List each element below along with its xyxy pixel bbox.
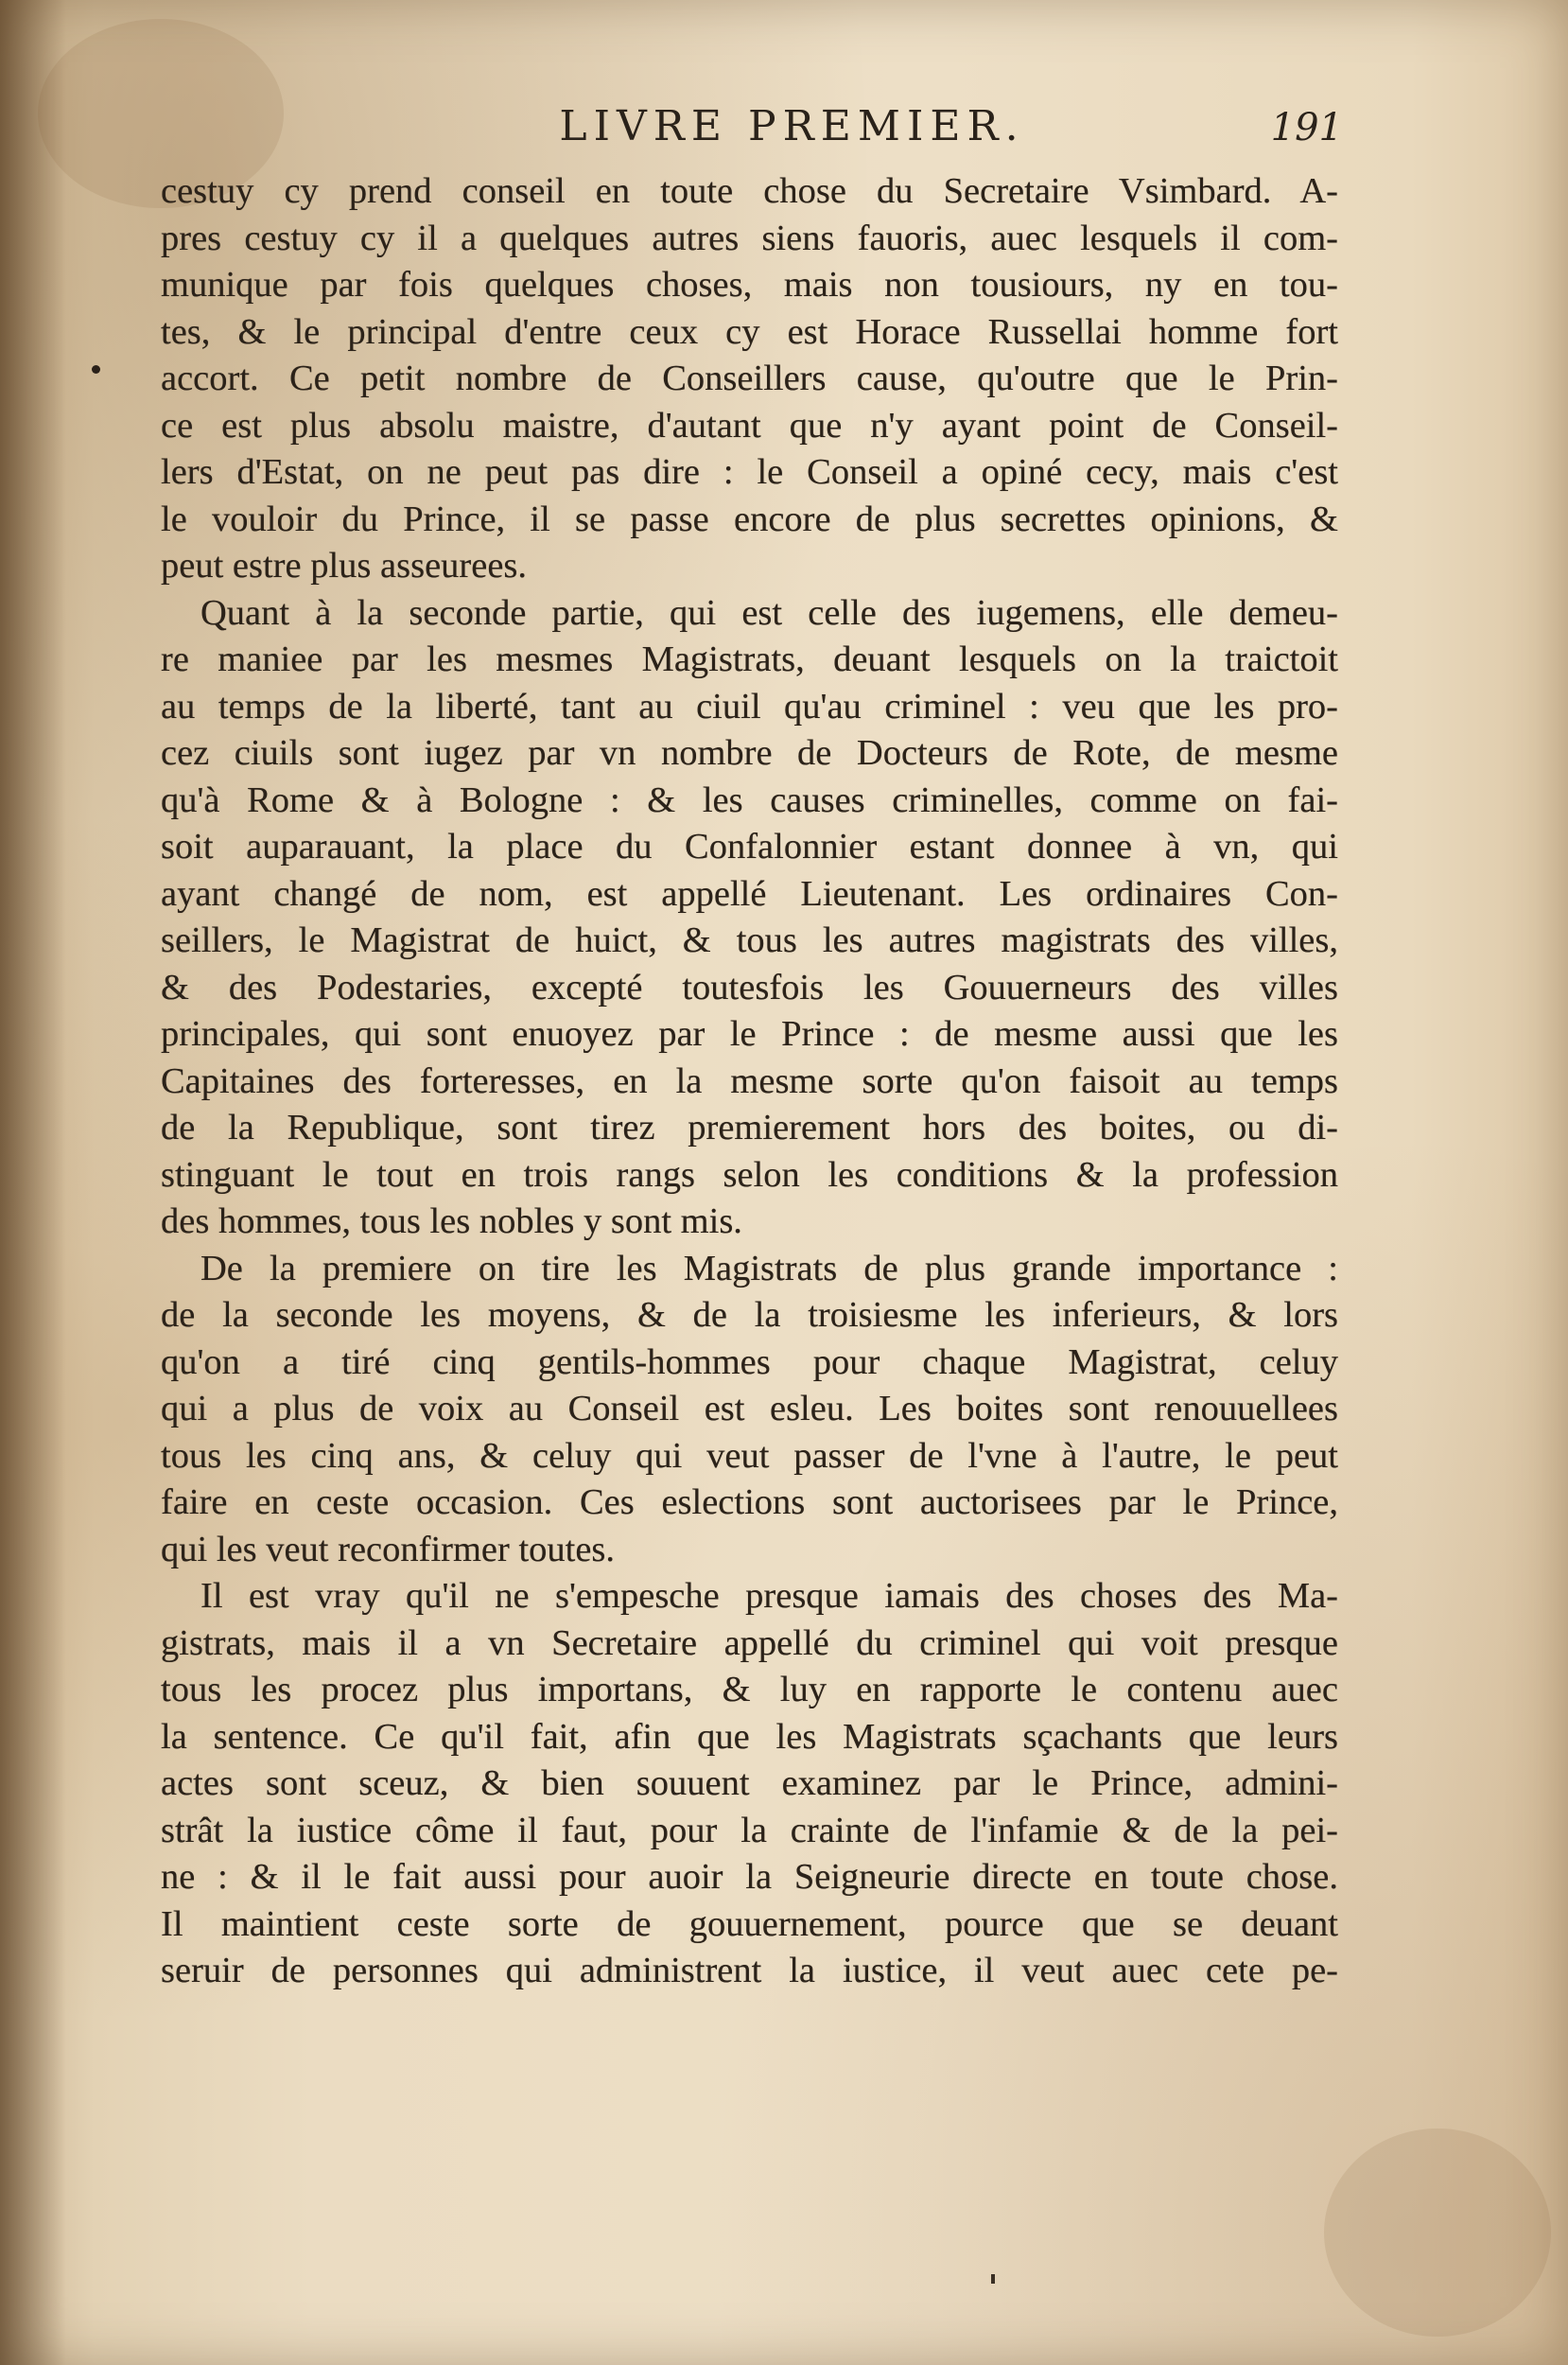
text-line: des hommes, tous les nobles y sont mis.: [161, 1201, 742, 1241]
text-line: le vouloir du Prince, il se passe encore de plus secrettes opinions, &: [161, 499, 1338, 539]
text-line: ne : & il le fait aussi pour auoir la Seigneurie directe en toute chose.: [161, 1857, 1338, 1897]
printer-mark: [991, 2274, 995, 2284]
text-line: tes, & le principal d'entre ceux cy est Horace Russellai homme fort: [161, 311, 1338, 352]
text-line: soit auparauant, la place du Confalonnier estant donnee à vn, qui: [161, 827, 1338, 867]
text-line: re maniee par les mesmes Magistrats, deuant lesquels on la traictoit: [161, 639, 1338, 679]
text-line: Il est vray qu'il ne s'empesche presque iamais des choses des Ma-: [200, 1576, 1338, 1616]
text-line: gistrats, mais il a vn Secretaire appellé du criminel qui voit presque: [161, 1622, 1338, 1663]
running-head: LIVRE PREMIER.: [559, 102, 1025, 150]
text-line: De la premiere on tire les Magistrats de plus grande importance :: [200, 1248, 1338, 1288]
text-line: Capitaines des forteresses, en la mesme sorte qu'on faisoit au temps: [161, 1060, 1338, 1101]
page-header: [166, 102, 1343, 159]
text-line: ayant changé de nom, est appellé Lieutenant. Les ordinaires Con-: [161, 873, 1338, 914]
text-line: Il maintient ceste sorte de gouuernement, pource que se deuant: [161, 1903, 1338, 1944]
text-line: qu'à Rome & à Bologne : & les causes criminelles, comme on fai-: [161, 780, 1338, 820]
text-line: munique par fois quelques choses, mais non tousiours, ny en tou-: [161, 265, 1338, 305]
text-line: cez ciuils sont iugez par vn nombre de Docteurs de Rote, de mesme: [161, 733, 1338, 773]
text-line: stinguant le tout en trois rangs selon les conditions & la profession: [161, 1154, 1338, 1195]
text-line: accort. Ce petit nombre de Conseillers cause, qu'outre que le Prin-: [161, 359, 1338, 398]
paper-stain: [1324, 2128, 1551, 2337]
text-line: la sentence. Ce qu'il fait, afin que les Magistrats sçachants que leurs: [161, 1716, 1338, 1757]
text-line: & des Podestaries, excepté toutesfois les Gouuerneurs des villes: [161, 967, 1338, 1007]
gutter-shadow: [0, 0, 66, 2365]
text-line: seillers, le Magistrat de huict, & tous les autres magistrats des villes,: [161, 920, 1338, 960]
text-line: tous les cinq ans, & celuy qui veut passer de l'vne à l'autre, le peut: [161, 1435, 1338, 1476]
text-line: qui a plus de voix au Conseil est esleu. Les boites sont renouuellees: [161, 1389, 1338, 1428]
text-line: principales, qui sont enuoyez par le Prince : de mesme aussi que les: [161, 1014, 1338, 1054]
text-line: peut estre plus asseurees.: [161, 546, 528, 586]
text-line: seruir de personnes qui administrent la iustice, il veut auec cete pe-: [161, 1951, 1338, 1990]
body-text: [161, 168, 1338, 1995]
text-line: ce est plus absolu maistre, d'autant que n'y ayant point de Conseil-: [161, 405, 1338, 446]
text-line: actes sont sceuz, & bien souuent examinez par le Prince, admini-: [161, 1763, 1338, 1803]
margin-mark: [92, 365, 100, 374]
text-line: tous les procez plus importans, & luy en rapporte le contenu auec: [161, 1670, 1338, 1709]
text-line: qui les veut reconfirmer toutes.: [161, 1529, 616, 1569]
text-line: Quant à la seconde partie, qui est celle des iugemens, elle demeu-: [200, 592, 1338, 633]
text-line: au temps de la liberté, tant au ciuil qu'au criminel : veu que les pro-: [161, 686, 1338, 727]
text-line: cestuy cy prend conseil en toute chose du Secretaire Vsimbard. A-: [161, 171, 1338, 211]
text-line: faire en ceste occasion. Ces eslections sont auctorisees par le Prince,: [161, 1482, 1338, 1522]
text-line: lers d'Estat, on ne peut pas dire : le Conseil a opiné cecy, mais c'est: [161, 452, 1338, 492]
text-line: strât la iustice côme il faut, pour la crainte de l'infamie & de la pei-: [161, 1810, 1338, 1850]
text-line: pres cestuy cy il a quelques autres siens fauoris, auec lesquels il com-: [161, 218, 1338, 258]
text-line: de la Republique, sont tirez premierement hors des boites, ou di-: [161, 1108, 1338, 1147]
page-number: 191: [1270, 106, 1343, 149]
text-line: de la seconde les moyens, & de la troisiesme les inferieurs, & lors: [161, 1295, 1338, 1335]
text-line: qu'on a tiré cinq gentils-hommes pour chaque Magistrat, celuy: [161, 1341, 1338, 1382]
